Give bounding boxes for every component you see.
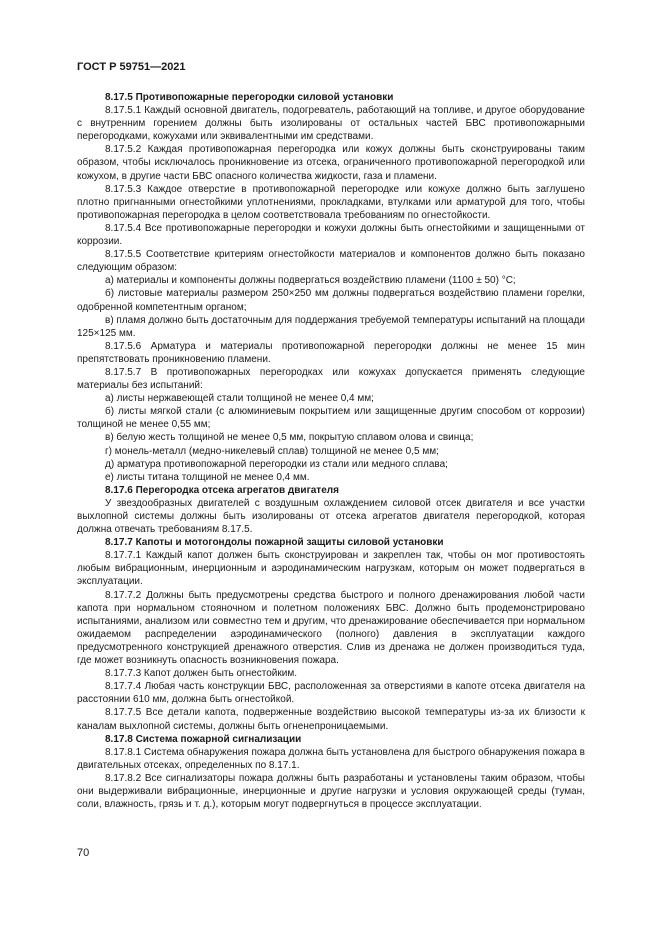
paragraph: а) материалы и компоненты должны подвергаться воздействию пламени (1100 ± 50) °С; bbox=[105, 275, 516, 287]
paragraph: 8.17.7.1 Каждый капот должен быть сконструирован и закреплен так, чтобы он мог противостоять любым вибрационным, инерционным и аэродинамическим нагрузкам, которым он может подвергаться в эксплуатации. bbox=[77, 550, 585, 588]
paragraph: г) монель-металл (медно-никелевый сплав) толщиной не менее 0,5 мм; bbox=[105, 445, 439, 457]
paragraph: 8.17.7.4 Любая часть конструкции БВС, расположенная за отверстиями в капоте отсека двигателя на расстоянии 610 мм, должна быть огнестойкой. bbox=[77, 681, 585, 706]
page-number: 70 bbox=[77, 847, 90, 859]
paragraph: в) белую жесть толщиной не менее 0,5 мм, покрытую сплавом олова и свинца; bbox=[105, 432, 474, 444]
paragraph: в) пламя должно быть достаточным для поддержания требуемой температуры испытаний на площади 125×125 мм. bbox=[77, 314, 585, 339]
paragraph: д) арматура противопожарной перегородки из стали или медного сплава; bbox=[105, 458, 448, 470]
paragraph: б) листы мягкой стали (с алюминиевым покрытием или защищенные другим способом от коррозии) толщиной не менее 0,55 мм; bbox=[77, 406, 585, 431]
document-body bbox=[77, 91, 585, 811]
paragraph: е) листы титана толщиной не менее 0,4 мм. bbox=[105, 471, 310, 483]
standard-header: ГОСТ Р 59751—2021 bbox=[77, 61, 186, 73]
paragraph: У звездообразных двигателей с воздушным охлаждением силовой отсек двигателя и все участки выхлопной системы должны быть изолированы от отсека агрегатов двигателя перегородкой, которая должна отвечать требованиям 8.17.5. bbox=[77, 497, 585, 536]
section-heading: 8.17.7 Капоты и мотогондолы пожарной защиты силовой установки bbox=[105, 537, 444, 549]
paragraph: 8.17.5.5 Соответствие критериям огнестойкости материалов и компонентов должно быть показано следующим образом: bbox=[77, 249, 585, 274]
paragraph: 8.17.8.1 Система обнаружения пожара должна быть установлена для быстрого обнаружения пожара в двигательных отсеках, определенных по 8.17.1. bbox=[77, 746, 585, 771]
paragraph: 8.17.5.2 Каждая противопожарная перегородка или кожух должны быть сконструированы таким образом, чтобы исключалось проникновение из отсека, ограниченного противопожарной перегородкой или кожухом, в другие части БВС опасного количества жидкости, газа и пламени. bbox=[77, 144, 585, 182]
paragraph: б) листовые материалы размером 250×250 мм должны подвергаться воздействию пламени горелки, одобренной компетентным органом; bbox=[77, 288, 585, 313]
section-heading: 8.17.8 Система пожарной сигнализации bbox=[105, 733, 302, 745]
paragraph: а) листы нержавеющей стали толщиной не менее 0,4 мм; bbox=[105, 393, 374, 405]
paragraph: 8.17.7.5 Все детали капота, подверженные воздействию высокой температуры из-за их близости к каналам выхлопной системы, должны быть огненепроницаемыми. bbox=[77, 707, 585, 732]
paragraph: 8.17.7.3 Капот должен быть огнестойким. bbox=[105, 668, 297, 680]
paragraph: 8.17.8.2 Все сигнализаторы пожара должны быть разработаны и установлены таким образом, чтобы они выдерживали вибрационные, инерционные и другие нагрузки и условия окружающей среды (туман, соли, влажность, грязь и т. д.), которым могут подвергнуться в процессе эксплуатации. bbox=[77, 772, 585, 811]
section-heading: 8.17.5 Противопожарные перегородки силовой установки bbox=[105, 92, 394, 103]
paragraph: 8.17.5.7 В противопожарных перегородках или кожухах допускается применять следующие материалы без испытаний: bbox=[77, 366, 585, 392]
paragraph: 8.17.5.6 Арматура и материалы противопожарной перегородки должны не менее 15 мин препятствовать проникновению пламени. bbox=[77, 340, 585, 365]
paragraph: 8.17.5.4 Все противопожарные перегородки и кожухи должны быть огнестойкими и защищенными от коррозии. bbox=[77, 222, 585, 248]
section-heading: 8.17.6 Перегородка отсека агрегатов двигателя bbox=[105, 484, 339, 496]
paragraph: 8.17.5.3 Каждое отверстие в противопожарной перегородке или кожухе должно быть заглушено плотно пригнанными огнестойкими уплотнениями, прокладками, втулками или арматурой для того, чтобы противопожарная перегородка в целом соответствовала требованиям по огнестойкости. bbox=[77, 183, 585, 221]
paragraph: 8.17.5.1 Каждый основной двигатель, подогреватель, работающий на топливе, и другое оборудование с внутренним горением должны быть изолированы от остальных частей БВС противопожарными перегородками, кожухами или эквивалентными им средствами. bbox=[77, 105, 585, 143]
paragraph: 8.17.7.2 Должны быть предусмотрены средства быстрого и полного дренажирования любой части капота при нормальном стояночном и полетном положениях БВС. Должно быть продемонстрировано испытаниями, анализом или совместно тем и другим, что дренажирование обеспечивается при нормальном ожидаемом распределении аэродинамического (полного) давления в эксплуатации каждого предусмотренного конструкцией дренажного отверстия. Слив из дренажа не должен производиться туда, где может возникнуть опасность возникновения пожара. bbox=[77, 589, 585, 667]
